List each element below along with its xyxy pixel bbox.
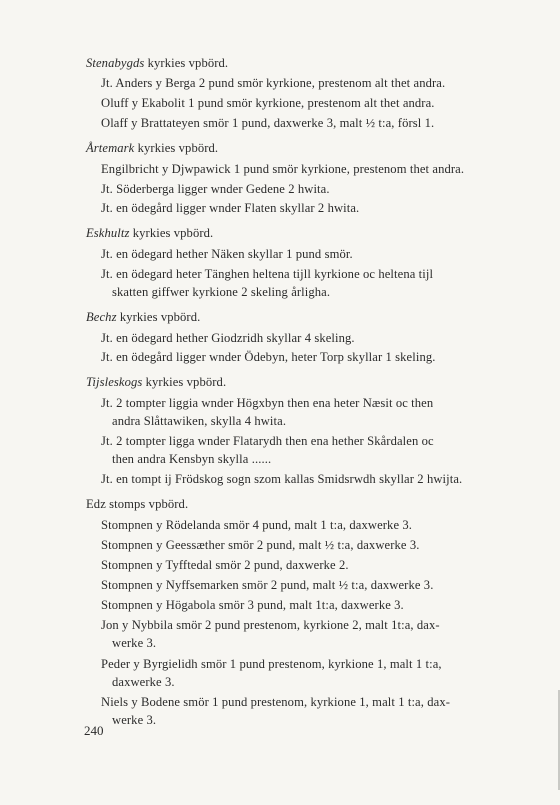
entry-continuation-line: skatten giffwer kyrkione 2 skeling årligha. (112, 285, 331, 299)
heading-text: kyrkies vpbörd. (134, 141, 219, 155)
section-heading (86, 55, 228, 71)
page-number: 240 (84, 723, 104, 738)
entry-line: Engilbricht y Djwpawick 1 pund smör kyrkione, prestenom thet andra. (101, 162, 465, 176)
heading-text: Edz stomps vpbörd. (86, 497, 189, 511)
heading-text: kyrkies vpbörd. (116, 310, 201, 324)
parish-name: Stenabygds (86, 56, 145, 70)
entry-line: Olaff y Brattateyen smör 1 pund, daxwerke 3, malt ½ t:a, försl 1. (101, 116, 435, 130)
entry-line: Niels y Bodene smör 1 pund prestenom, kyrkione 1, malt 1 t:a, dax- (101, 695, 451, 709)
section-heading (86, 225, 213, 241)
entry-continuation-line: andra Slåttawiken, skylla 4 hwita. (112, 414, 287, 428)
heading-text: kyrkies vpbörd. (144, 56, 229, 70)
entry-line: Stompnen y Tyfftedal smör 2 pund, daxwerke 2. (101, 558, 349, 572)
section-heading (86, 309, 200, 325)
entry-line: Jt. en ödegård ligger wnder Flaten skyllar 2 hwita. (101, 201, 360, 215)
entry-line: Jt. 2 tompter ligga wnder Flatarydh then ena hether Skårdalen oc (101, 434, 434, 448)
entry-line: Stompnen y Rödelanda smör 4 pund, malt 1 t:a, daxwerke 3. (101, 518, 413, 532)
entry-line: Jt. Anders y Berga 2 pund smör kyrkione, prestenom alt thet andra. (101, 76, 446, 90)
parish-name: Eskhultz (86, 226, 130, 240)
heading-text: kyrkies vpbörd. (129, 226, 214, 240)
entry-line: Jt. en ödegard hether Näken skyllar 1 pund smör. (101, 247, 353, 261)
entry-line: Jt. en ödegard heter Tänghen heltena tijll kyrkione oc heltena tijl (101, 267, 434, 281)
entry-continuation-line: werke 3. (112, 636, 157, 650)
entry-continuation-line: daxwerke 3. (112, 675, 175, 689)
section-heading (86, 374, 226, 390)
entry-line: Stompnen y Högabola smör 3 pund, malt 1t:a, daxwerke 3. (101, 598, 404, 612)
heading-text: kyrkies vpbörd. (142, 375, 227, 389)
section-heading (86, 496, 188, 512)
entry-line: Stompnen y Nyffsemarken smör 2 pund, malt ½ t:a, daxwerke 3. (101, 578, 434, 592)
entry-line: Peder y Byrgielidh smör 1 pund prestenom, kyrkione 1, malt 1 t:a, (101, 657, 442, 671)
entry-continuation-line: then andra Kensbyn skylla ...... (112, 452, 272, 466)
entry-line: Jon y Nybbila smör 2 pund prestenom, kyrkione 2, malt 1t:a, dax- (101, 618, 440, 632)
section-heading (86, 140, 218, 156)
entry-continuation-line: werke 3. (112, 713, 157, 727)
entry-line: Stompnen y Geessæther smör 2 pund, malt ½ t:a, daxwerke 3. (101, 538, 420, 552)
entry-line: Jt. en tompt ij Frödskog sogn szom kallas Smidsrwdh skyllar 2 hwijta. (101, 472, 463, 486)
entry-line: Oluff y Ekabolit 1 pund smör kyrkione, prestenom alt thet andra. (101, 96, 435, 110)
entry-line: Jt. en ödegard hether Giodzridh skyllar 4 skeling. (101, 331, 355, 345)
parish-name: Årtemark (86, 141, 135, 155)
parish-name: Tijsleskogs (86, 375, 143, 389)
entry-line: Jt. Söderberga ligger wnder Gedene 2 hwita. (101, 182, 330, 196)
entry-line: Jt. 2 tompter liggia wnder Högxbyn then ena heter Næsit oc then (101, 396, 434, 410)
parish-name: Bechz (86, 310, 117, 324)
entry-line: Jt. en ödegård ligger wnder Ödebyn, heter Torp skyllar 1 skeling. (101, 350, 436, 364)
